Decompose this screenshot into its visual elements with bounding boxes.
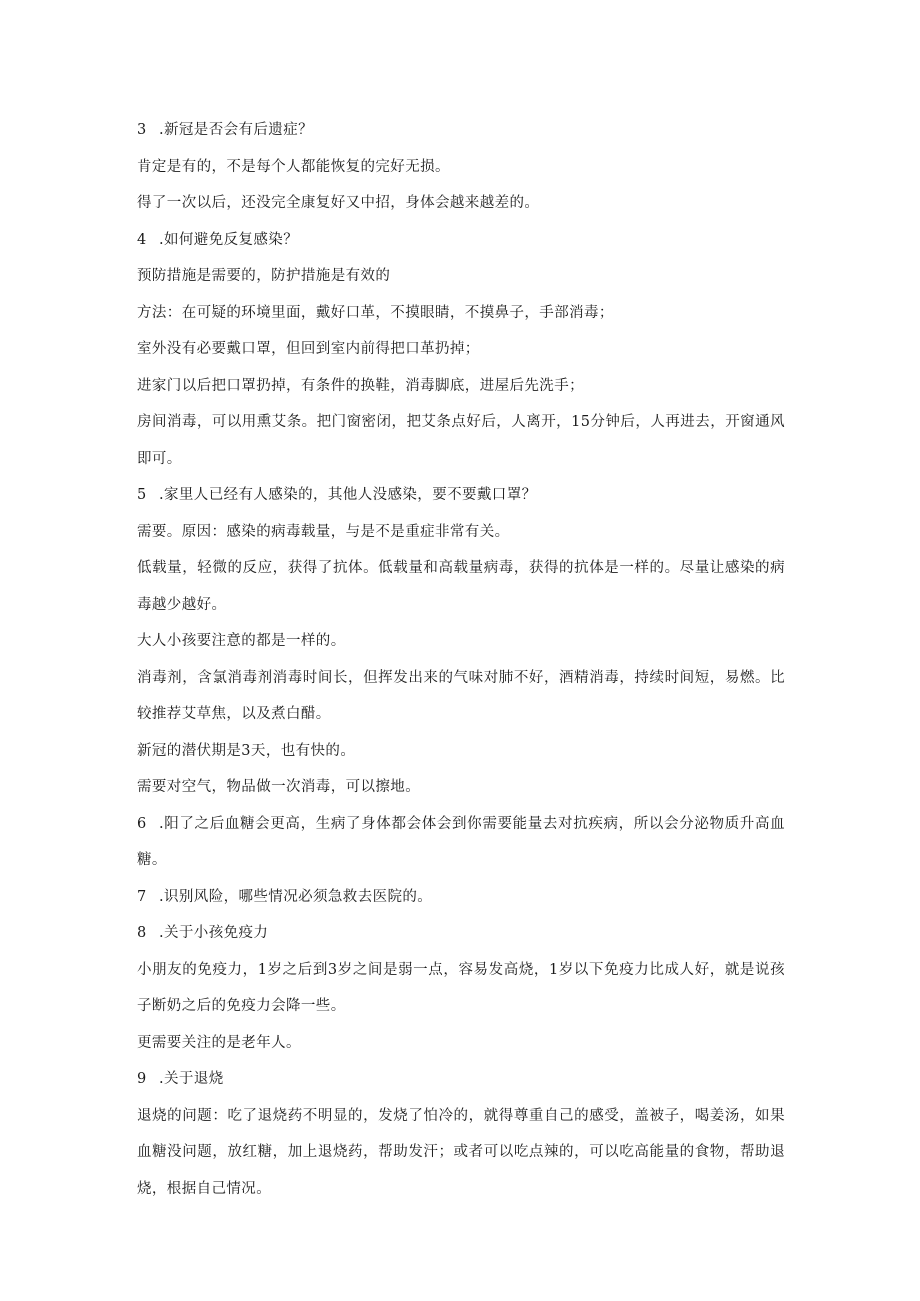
section-title: .关于退烧	[159, 1071, 224, 1087]
section-title: .关于小孩免疫力	[159, 925, 269, 941]
section-heading-3	[137, 112, 785, 149]
paragraph: 需要。原因：感染的病毒载量，与是不是重症非常有关。	[137, 523, 510, 540]
paragraph: 退烧的问题：吃了退烧药不明显的，发烧了怕冷的，就得尊重自己的感受，盖被子，喝姜汤，如果血糖没问题，放红糖，加上退烧药，帮助发汗；或者可以吃点辣的，可以吃高能量的食物，帮助退烧，根据自己情况。	[137, 1107, 785, 1197]
section-title: .如何避免反复感染？	[159, 231, 299, 248]
section-heading-8	[137, 915, 785, 952]
section-heading-4	[137, 222, 785, 259]
section-number: 4	[137, 231, 147, 248]
paragraph: 进家门以后把口罩扔掉，有条件的换鞋，消毒脚底，进屋后先洗手；	[137, 377, 584, 394]
section-heading-6	[137, 806, 785, 879]
paragraph: 需要对空气，物品做一次消毒，可以擦地。	[137, 779, 421, 795]
section-heading-7	[137, 879, 785, 916]
paragraph: 大人小孩要注意的都是一样的。	[137, 633, 346, 649]
paragraph: 新冠的潜伏期是3天，也有快的。	[137, 742, 356, 759]
paragraph: 更需要关注的是老年人。	[137, 1034, 301, 1051]
section-number: 8	[137, 925, 147, 941]
section-title: .识别风险，哪些情况必须急救去医院的。	[159, 888, 433, 905]
section-number: 9	[137, 1071, 147, 1087]
section-title: .阳了之后血糖会更高，生病了身体都会体会到你需要能量去对抗疾病，所以会分泌物质升高血糖。	[137, 815, 785, 868]
section-title: .家里人已经有人感染的，其他人没感染，要不要戴口罩？	[159, 487, 537, 503]
section-number: 3	[137, 122, 147, 138]
paragraph: 小朋友的免疫力，1岁之后到3岁之间是弱一点，容易发高烧，1岁以下免疫力比成人好，就是说孩子断奶之后的免疫力会降一些。	[137, 961, 785, 1014]
paragraph: 低载量，轻微的反应，获得了抗体。低载量和高载量病毒，获得的抗体是一样的。尽量让感染的病毒越少越好。	[137, 560, 785, 613]
section-heading-5	[137, 477, 785, 514]
paragraph: 方法：在可疑的环境里面，戴好口革，不摸眼睛，不摸鼻子，手部消毒；	[137, 304, 614, 321]
section-number: 5	[137, 487, 147, 503]
section-number: 6	[137, 815, 147, 832]
paragraph: 预防措施是需要的，防护措施是有效的	[137, 268, 391, 284]
section-number: 7	[137, 888, 147, 905]
paragraph: 得了一次以后，还没完全康复好又中招，身体会越来越差的。	[137, 195, 540, 211]
document-body	[137, 112, 785, 1207]
paragraph: 室外没有必要戴口罩，但回到室内前得把口革扔掉；	[137, 341, 480, 357]
paragraph: 肯定是有的，不是每个人都能恢复的完好无损。	[137, 158, 450, 175]
paragraph: 房间消毒，可以用熏艾条。把门窗密闭，把艾条点好后，人离开，15分钟后，人再进去，开窗通风即可。	[137, 414, 785, 467]
section-heading-9	[137, 1061, 785, 1098]
section-title: .新冠是否会有后遗症？	[159, 122, 314, 138]
paragraph: 消毒剂，含氯消毒剂消毒时间长，但挥发出来的气味对肺不好，酒精消毒，持续时间短，易燃。比较推荐艾草焦，以及煮白醋。	[137, 669, 785, 722]
